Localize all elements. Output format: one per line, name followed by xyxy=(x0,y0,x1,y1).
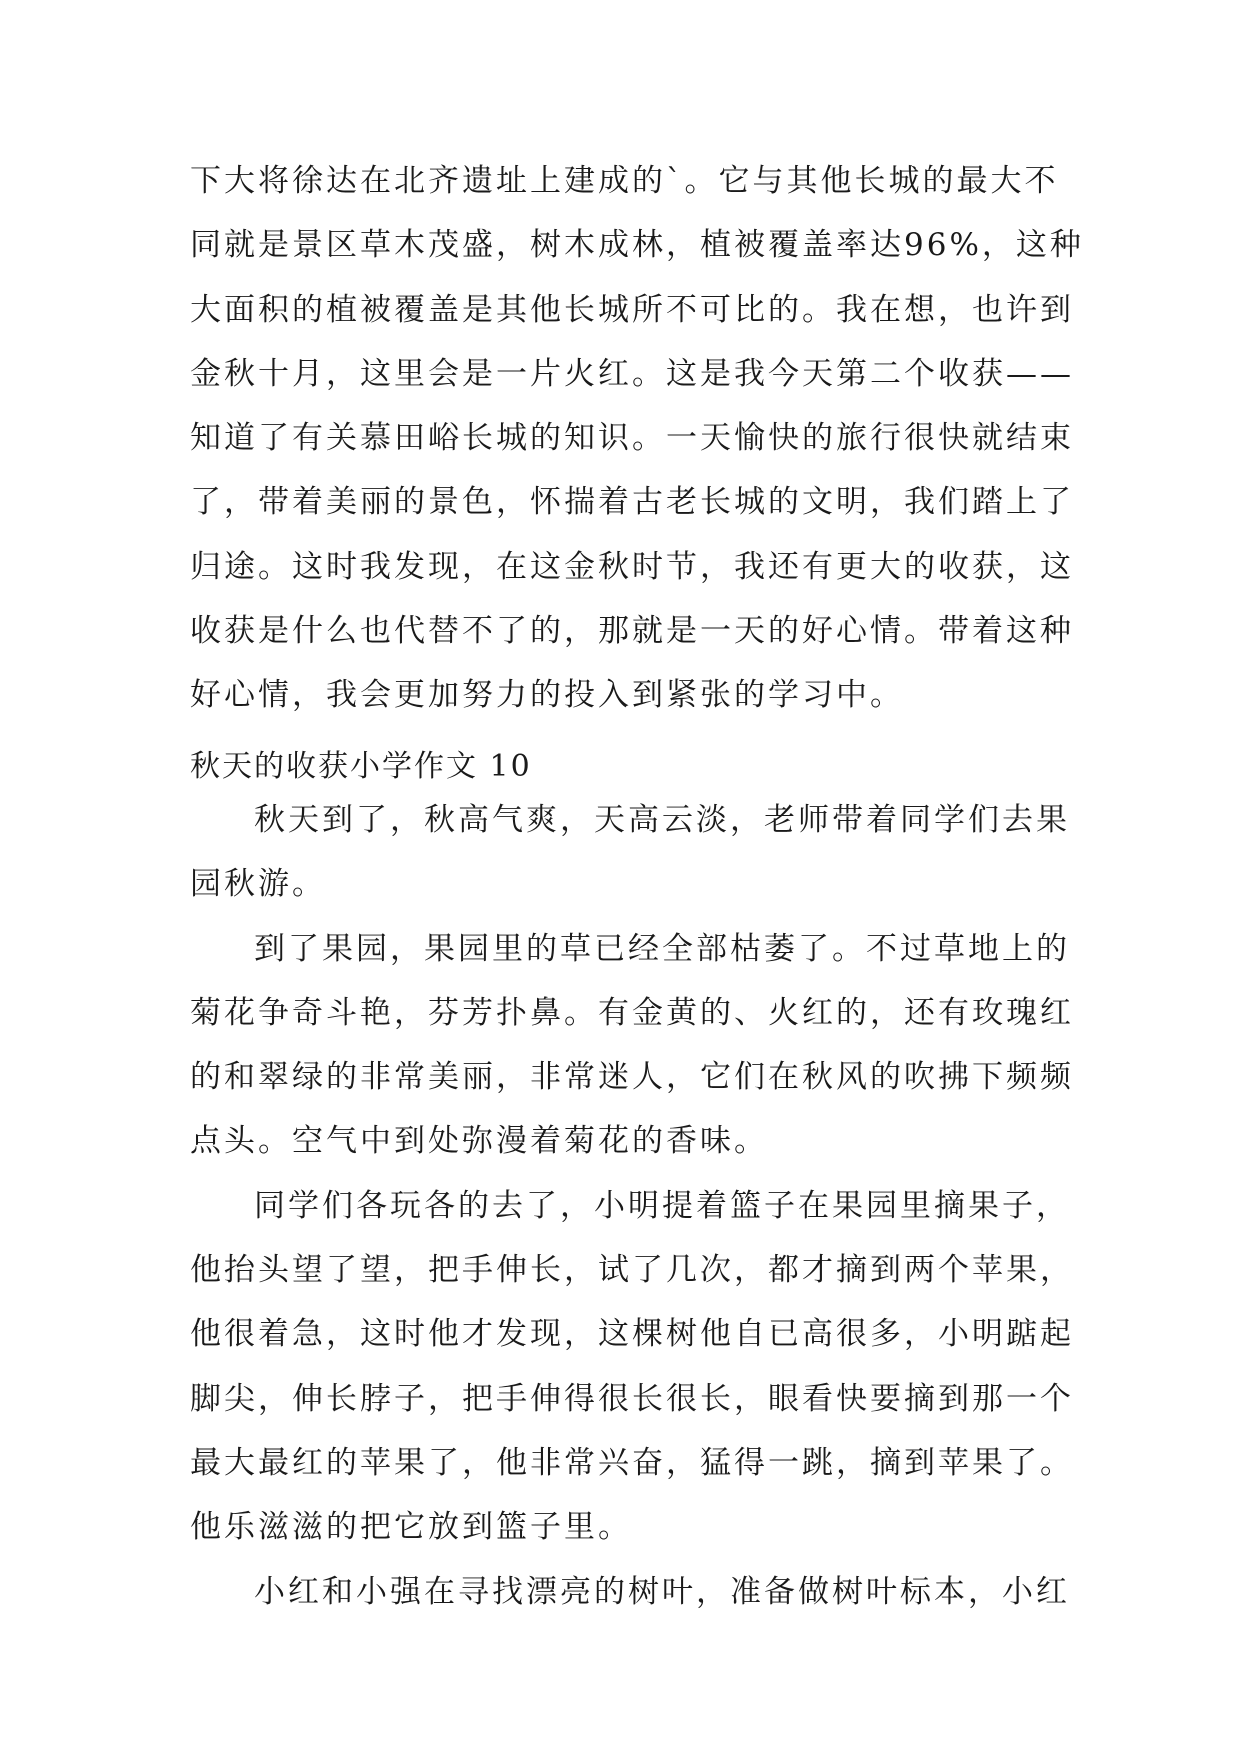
text-line: 他抬头望了望，把手伸长，试了几次，都才摘到两个苹果， xyxy=(190,1252,1074,1289)
essay-body xyxy=(190,802,1074,1638)
text-line: 脚尖，伸长脖子，把手伸得很长很长，眼看快要摘到那一个 xyxy=(190,1380,1074,1417)
text-line: 收获是什么也代替不了的，那就是一天的好心情。带着这种 xyxy=(190,613,1074,650)
paragraph-first-line: 秋天到了，秋高气爽，天高云淡，老师带着同学们去果 xyxy=(254,802,1070,838)
text-line: 下大将徐达在北齐遗址上建成的`。它与其他长城的最大不 xyxy=(190,163,1059,199)
text-line: 他很着急，这时他才发现，这棵树他自已高很多，小明踮起 xyxy=(190,1316,1074,1353)
paragraph-first-line: 同学们各玩各的去了，小明提着篮子在果园里摘果子， xyxy=(254,1187,1070,1224)
text-line: 他乐滋滋的把它放到篮子里。 xyxy=(190,1509,632,1546)
text-line: 大面积的植被覆盖是其他长城所不可比的。我在想，也许到 xyxy=(190,291,1074,328)
text-line: 最大最红的苹果了，他非常兴奋，猛得一跳，摘到苹果了。 xyxy=(190,1444,1074,1481)
paragraph-first-line: 到了果园，果园里的草已经全部枯萎了。不过草地上的 xyxy=(254,930,1070,967)
text-line: 的和翠绿的非常美丽，非常迷人，它们在秋风的吹拂下频频 xyxy=(190,1059,1074,1096)
section-title: 秋天的收获小学作文 10 xyxy=(190,749,532,784)
text-line: 了，带着美丽的景色，怀揣着古老长城的文明，我们踏上了 xyxy=(190,484,1074,521)
text-line: 园秋游。 xyxy=(190,866,326,903)
text-line: 归途。这时我发现，在这金秋时节，我还有更大的收获，这 xyxy=(190,548,1074,585)
text-line: 金秋十月，这里会是一片火红。这是我今天第二个收获—— xyxy=(190,355,1074,392)
text-line: 知道了有关慕田峪长城的知识。一天愉快的旅行很快就结束 xyxy=(190,420,1074,457)
intro-paragraph xyxy=(190,163,1084,742)
paragraph-first-line: 小红和小强在寻找漂亮的树叶，准备做树叶标本，小红 xyxy=(254,1573,1070,1610)
text-line: 同就是景区草木茂盛，树木成林，植被覆盖率达96%，这种 xyxy=(190,227,1084,264)
text-line: 菊花争奇斗艳，芬芳扑鼻。有金黄的、火红的，还有玫瑰红 xyxy=(190,994,1074,1031)
text-line: 点头。空气中到处弥漫着菊花的香味。 xyxy=(190,1123,768,1160)
text-line: 好心情，我会更加努力的投入到紧张的学习中。 xyxy=(190,677,904,714)
